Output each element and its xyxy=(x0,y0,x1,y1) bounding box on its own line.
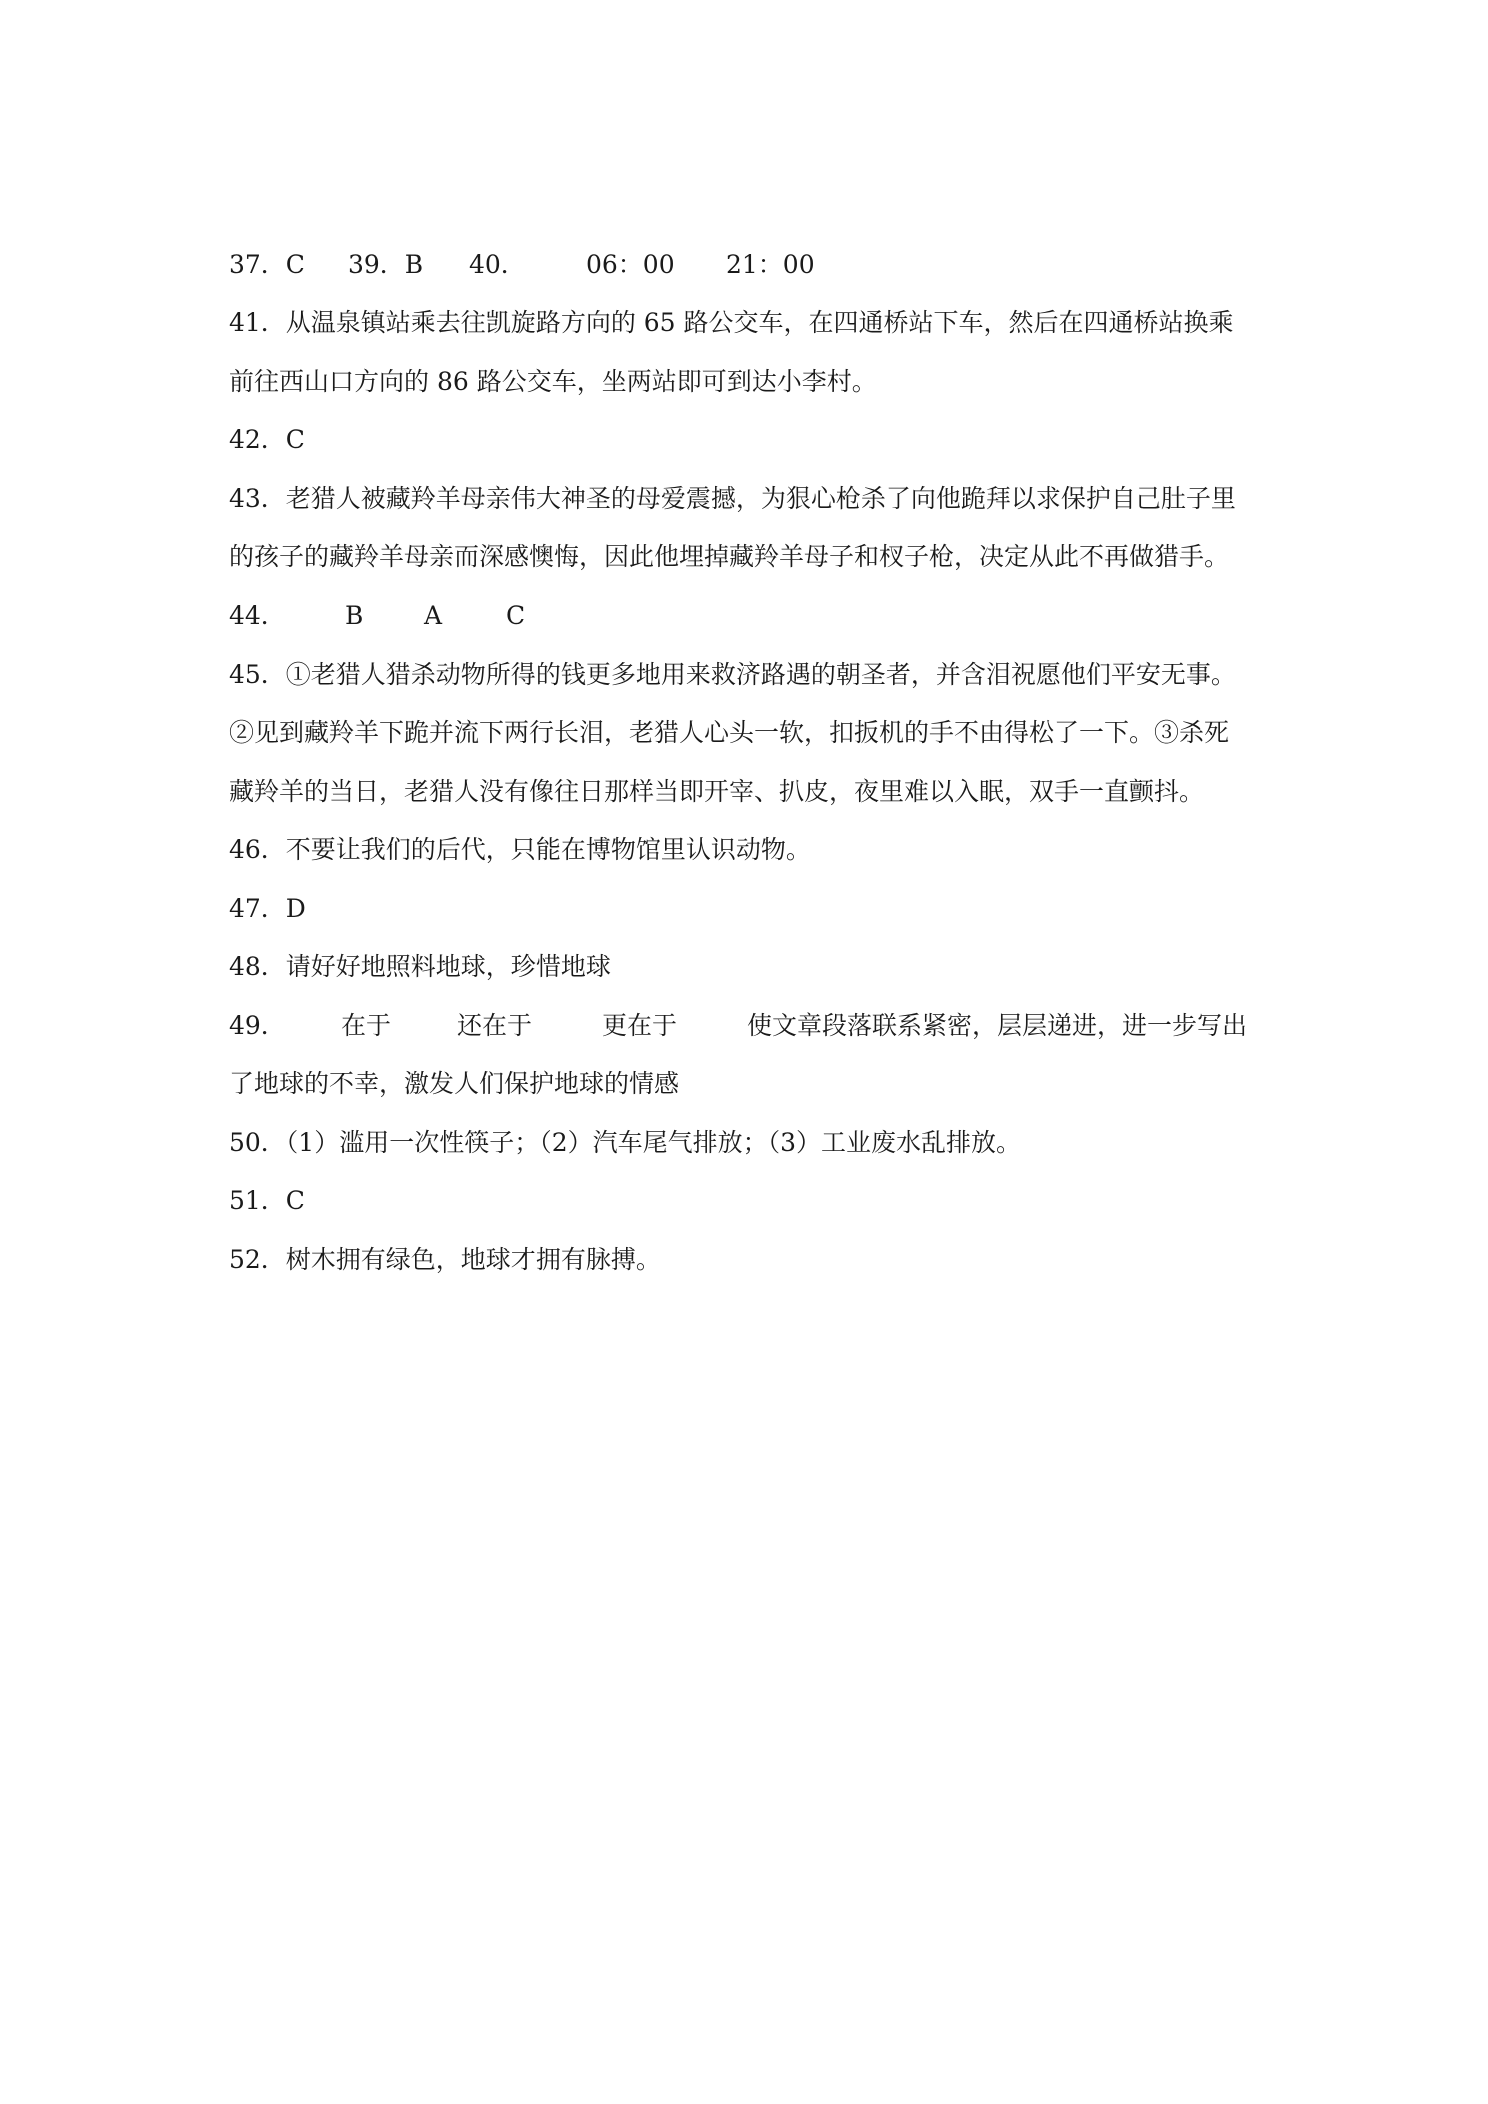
answer-51: 51．C xyxy=(229,1186,305,1215)
answer-41-line-2: 前往西山口方向的 86 路公交车，坐两站即可到达小李村。 xyxy=(229,367,877,396)
answer-47: 47．D xyxy=(229,894,306,923)
answer-48: 48．请好好地照料地球，珍惜地球 xyxy=(229,952,611,981)
answer-40-time-start: 06：00 xyxy=(586,250,675,279)
answer-44-third: C xyxy=(506,601,526,630)
answer-43-line-2: 的孩子的藏羚羊母亲而深感懊悔，因此他埋掉藏羚羊母子和杈子枪，决定从此不再做猎手。 xyxy=(229,542,1230,571)
answer-49-label: 49． xyxy=(229,1011,286,1040)
answer-44-first: B xyxy=(345,601,364,630)
answer-45-line-3: 藏羚羊的当日，老猎人没有像往日那样当即开宰、扒皮，夜里难以入眠，双手一直颤抖。 xyxy=(229,777,1205,806)
answer-42: 42．C xyxy=(229,425,305,454)
answer-49-explanation: 使文章段落联系紧密，层层递进，进一步写出 xyxy=(747,1011,1248,1040)
answer-45-line-2: ②见到藏羚羊下跪并流下两行长泪，老猎人心头一软，扣扳机的手不由得松了一下。③杀死 xyxy=(229,718,1230,747)
answer-44-label: 44． xyxy=(229,601,286,630)
answer-49-word-2: 还在于 xyxy=(457,1011,533,1040)
answer-50: 50．（1）滥用一次性筷子；（2）汽车尾气排放；（3）工业废水乱排放。 xyxy=(229,1128,1022,1157)
answer-40-label: 40． xyxy=(469,250,526,279)
answer-44-second: A xyxy=(424,601,443,630)
answer-40-time-end: 21：00 xyxy=(726,250,815,279)
answer-49-word-3: 更在于 xyxy=(602,1011,678,1040)
answer-49-word-1: 在于 xyxy=(341,1011,392,1040)
answer-37: 37．C xyxy=(229,250,305,279)
answer-39: 39．B xyxy=(348,250,424,279)
answer-43-line-1: 43．老猎人被藏羚羊母亲伟大神圣的母爱震撼，为狠心枪杀了向他跪拜以求保护自己肚子里 xyxy=(229,484,1236,513)
answer-49-line-2: 了地球的不幸，激发人们保护地球的情感 xyxy=(229,1069,680,1098)
answer-45-line-1: 45．①老猎人猎杀动物所得的钱更多地用来救济路遇的朝圣者，并含泪祝愿他们平安无事。 xyxy=(229,660,1236,689)
answer-46: 46．不要让我们的后代，只能在博物馆里认识动物。 xyxy=(229,835,811,864)
answer-52: 52．树木拥有绿色，地球才拥有脉搏。 xyxy=(229,1245,661,1274)
answer-41-line-1: 41．从温泉镇站乘去往凯旋路方向的 65 路公交车，在四通桥站下车，然后在四通桥站换乘 xyxy=(229,308,1234,337)
